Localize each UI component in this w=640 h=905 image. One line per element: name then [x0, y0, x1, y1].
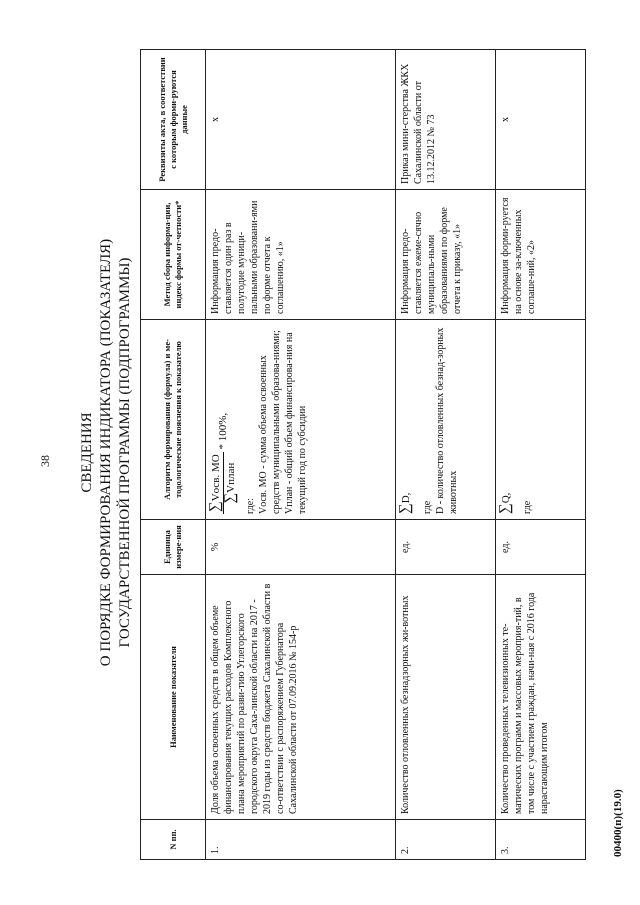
sigma-symbol: ∑ — [207, 501, 223, 512]
formula-where: где: — [245, 498, 256, 514]
document-code: 00400(п)(19.0) — [612, 789, 624, 857]
row-method: Информация предо-ставляется ежеме-сячно муниципаль-ными образованиями по форме отчета к приказу, «1» — [396, 190, 496, 320]
formula-explanation: D - количество отловленных безнад-зорных животных — [435, 327, 459, 514]
row-rekvizity: х — [206, 50, 396, 190]
header-algorithm: Алгоритм формирования (формула) и ме-тодологические пояснения к показателю — [141, 320, 206, 520]
row-num: 1. — [206, 820, 396, 860]
table-header-row — [141, 50, 206, 860]
row-unit: ед. — [496, 520, 586, 575]
formula — [209, 325, 238, 514]
row-method: Информация форми-руется на основе за-ключенных соглаше-ний, «2» — [496, 190, 586, 320]
title-line-2: О ПОРЯДКЕ ФОРМИРОВАНИЯ ИНДИКАТОРА (ПОКАЗАТЕЛЯ) — [98, 238, 114, 667]
formula-where: где — [522, 500, 533, 514]
formula-denominator: Vплан — [225, 462, 237, 493]
row-name: Количество проведенных телевизионных те-матических программ и массовых мероприя-тий, в том числе с участием граждан, начи-ная с 2016 года нарастающим итогом — [496, 575, 586, 820]
table-row — [496, 50, 586, 860]
title-line-3: ГОСУДАРСТВЕННОЙ ПРОГРАММЫ (ПОДПРОГРАММЫ) — [117, 257, 133, 648]
formula-variable: D, — [400, 492, 412, 504]
formula-numerator: Vосв. МО — [210, 454, 222, 502]
formula-tail: * 100%, — [217, 412, 230, 450]
sigma-symbol: ∑ — [222, 492, 238, 504]
indicator-table — [140, 49, 586, 860]
title-line-1: СВЕДЕНИЯ — [79, 412, 95, 493]
row-name: Количество отловленных безнадзорных жи-вотных — [396, 575, 496, 820]
formula-explanation: Vплан - общий объем финансирова-ния на текущий год по субсидии — [284, 332, 308, 514]
row-algorithm — [496, 320, 586, 520]
row-rekvizity: х — [496, 50, 586, 190]
row-algorithm — [206, 320, 396, 520]
row-unit: ед. — [396, 520, 496, 575]
header-num: N пп. — [141, 820, 206, 860]
row-num: 2. — [396, 820, 496, 860]
row-num: 3. — [496, 820, 586, 860]
sigma-symbol: ∑ — [397, 503, 413, 514]
header-rekvizity: Реквизиты акта, в соответствии с которым форми-руются данные — [141, 50, 206, 190]
header-name: Наименование показателя — [141, 575, 206, 820]
header-method: Метод сбора информа-ции, индекс формы от-четности* — [141, 190, 206, 320]
formula-where: где — [422, 500, 433, 514]
formula-fraction — [209, 452, 238, 514]
table-row — [396, 50, 496, 860]
sigma-symbol: ∑ — [497, 503, 513, 514]
row-rekvizity: Приказ мини-стерства ЖКХ Сахалинской области от 13.12.2012 № 73 — [396, 50, 496, 190]
formula-variable: Q, — [500, 492, 512, 504]
row-method: Информация предо-ставляется один раз в полугодие муници-пальными образовани-ями по форме отчета к соглашению, «1» — [206, 190, 396, 320]
row-name: Доля объема освоенных средств в общем объеме финансирования текущих расходов Комплексного плана мероприятий по разви-тию Углегорского городского округа Саха-линской области на 2017 - 2019 годы из средств бюджета Сахалинской области в со-ответствии с распоряжением Губернатора Сахалинской области от 07.09.2016 № 154-р — [206, 575, 396, 820]
row-algorithm — [396, 320, 496, 520]
header-unit: Единица измере-ния — [141, 520, 206, 575]
page-number: 38 — [38, 455, 52, 467]
table-row — [206, 50, 396, 860]
formula-explanation: Vосв. МО - сумма объема освоенных средств муниципальными образова-ниями; — [258, 330, 282, 514]
row-unit: % — [206, 520, 396, 575]
